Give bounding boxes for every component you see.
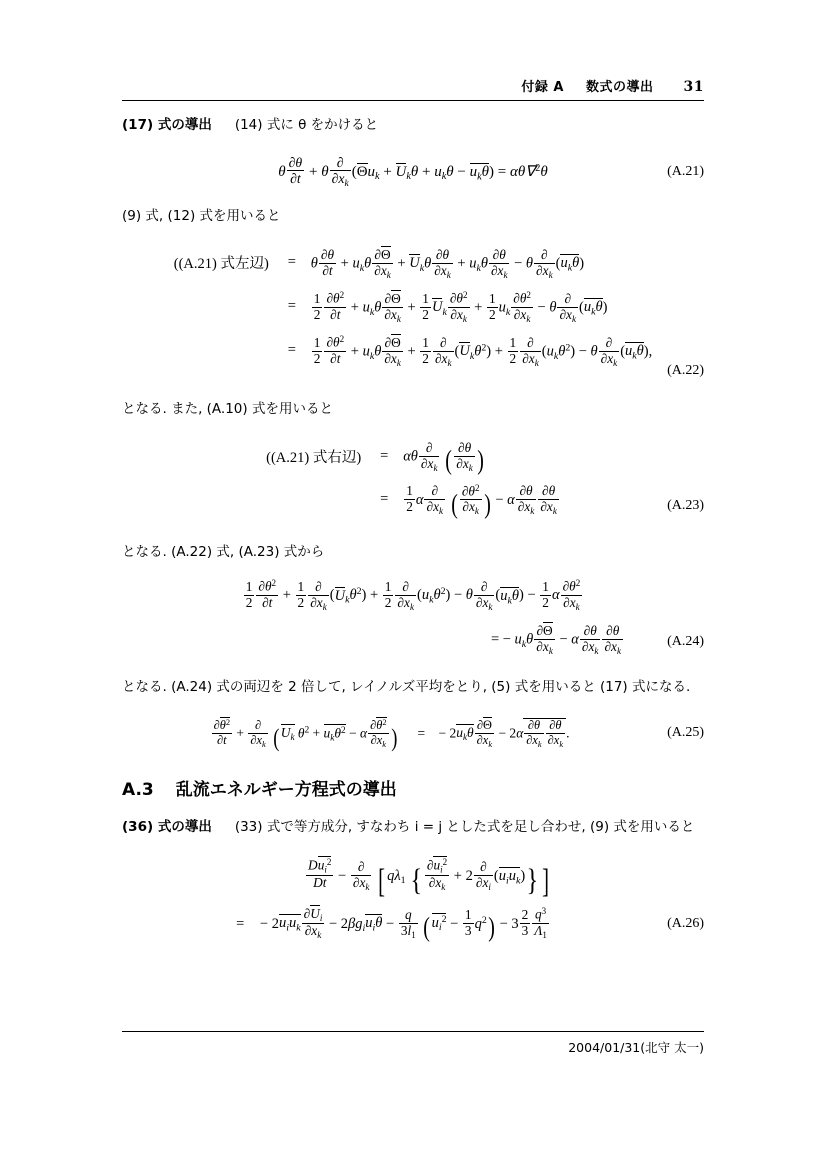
paragraph-double-both-sides: となる. (A.24) 式の両辺を 2 倍して, レイノルズ平均をとり, (5) 式を用いると (17) 式になる. — [122, 679, 691, 696]
equation-A21-expr: θ $\frac{\partial\theta}{\partial t}$ + θ $\frac{\partial}{\partial x_k}$ $(\Theta u_k + U_k\theta + u_k\theta - u_k\theta) = \alpha\theta\nabla^2\theta$ — [278, 154, 548, 190]
equation-A23-eq2: = — [380, 491, 389, 508]
eq36-text: (33) 式で等方成分, すなわち i = j とした式を足し合わせ, (9) 式を用いると — [234, 819, 695, 836]
section-number: A.3 — [122, 780, 154, 801]
equation-A24 — [122, 578, 704, 656]
equation-A22-align — [172, 241, 655, 373]
equation-A25-number: (A.25) — [667, 725, 704, 741]
paragraph-from-A22-A23: となる. (A.22) 式, (A.23) 式から — [122, 543, 325, 560]
paragraph-eq17-derivation — [122, 115, 704, 137]
equation-A23-align — [264, 436, 562, 522]
section-title: 乱流エネルギー方程式の導出 — [175, 780, 397, 801]
equation-A26-number: (A.26) — [667, 915, 704, 931]
header-chapter: 付録 A — [521, 80, 564, 95]
equation-A22-eq1: = — [287, 254, 296, 271]
footer — [122, 1038, 704, 1056]
equation-A22-blank1 — [172, 285, 277, 329]
page-number: 31 — [683, 79, 704, 95]
paragraph-use-A10: となる. また, (A.10) 式を用いると — [122, 400, 333, 417]
paragraph-eq36-derivation — [122, 816, 704, 840]
eq17-label: (17) 式の導出 — [122, 117, 212, 133]
equation-A25 — [122, 717, 704, 752]
equation-A22-lhs-label: ((A.21) 式左辺) — [173, 256, 269, 273]
equation-A26-line2: = − $2u_iu_k$ $\frac{\partial U_i}{\partial x_k}$ − $2\beta g_iu_i\theta$ − $\frac{q}{3l_1}$ ($u_i^2$ − $\frac{1}{3}$ $q^2) - 3$ $\frac{2}{3}$ $\frac{q^3}{\Lambda_1}$ — [236, 905, 547, 943]
equation-A26 — [122, 856, 704, 943]
equation-A22 — [122, 241, 704, 378]
header-chapter-title: 数式の導出 — [586, 80, 654, 95]
header-rule — [122, 100, 704, 101]
equation-A23-number: (A.23) — [667, 497, 704, 513]
equation-A22-number: (A.22) — [667, 362, 704, 378]
equation-A23-line1: αθ $\frac{\partial}{\partial x_k}$ ( $\frac{\partial\theta}{\partial x_k}$ ) — [403, 439, 484, 476]
equation-A21 — [122, 155, 704, 190]
equation-A24-line2: = − $u_k\theta$ $\frac{\partial\Theta}{\partial x_k}$ − α $\frac{\partial\theta}{\partial x_k}$ $\frac{\partial\theta}{\partial x_k}$ — [490, 623, 621, 656]
equation-A22-line3: $\frac{1}{2}$ $\frac{\partial\theta^2}{\partial t}$ + $u_k\theta$ $\frac{\partial\Theta}{\partial x_k}$ + $\frac{1}{2}$ $\frac{\partial}{\partial x_k}$ $(U_k\theta^2)$ + $\frac{1}{2}$ $\frac{\partial}{\partial x_k}$ $(u_k\theta^2) - \theta$ $\frac{\partial}{\partial x_k}$ $(u_k\theta)$, — [313, 334, 653, 368]
running-header — [122, 76, 704, 95]
equation-A24-line1: $\frac{1}{2}$ $\frac{\partial\theta^2}{\partial t}$ + $\frac{1}{2}$ $\frac{\partial}{\partial x_k}$ $(U_k\theta^2)$ + $\frac{1}{2}$ $\frac{\partial}{\partial x_k}$ $(u_k\theta^2) - \theta$ $\frac{\partial}{\partial x_k}$ $(u_k\theta)$ − $\frac{1}{2}$ α $\frac{\partial\theta^2}{\partial x_k}$ — [245, 578, 581, 612]
equation-A22-line2: $\frac{1}{2}$ $\frac{\partial\theta^2}{\partial t}$ + $u_k\theta$ $\frac{\partial\Theta}{\partial x_k}$ + $\frac{1}{2}$ $U_k$ $\frac{\partial\theta^2}{\partial x_k}$ + $\frac{1}{2}$ $u_k$ $\frac{\partial\theta^2}{\partial x_k}$ − θ $\frac{\partial}{\partial x_k}$ $(u_k\theta)$ — [313, 290, 608, 324]
eq17-text: (14) 式に θ をかけると — [234, 117, 379, 133]
equation-A22-eq2: = — [287, 298, 296, 315]
equation-A22-line1: θ $\frac{\partial\theta}{\partial t}$ + $u_k\theta$ $\frac{\partial\Theta}{\partial x_k}$ + $U_k\theta$ $\frac{\partial\theta}{\partial x_k}$ + $u_k\theta$ $\frac{\partial\theta}{\partial x_k}$ − θ $\frac{\partial}{\partial x_k}$ $(u_k\theta)$ — [310, 246, 585, 280]
equation-A23-line2: $\frac{1}{2}$ α $\frac{\partial}{\partial x_k}$ ( $\frac{\partial\theta^2}{\partial x_k}$ ) − α $\frac{\partial\theta}{\partial x_k}$ $\frac{\partial\theta}{\partial x_k}$ — [406, 482, 557, 519]
equation-A24-number: (A.24) — [667, 634, 704, 650]
equation-A21-number: (A.21) — [667, 164, 704, 180]
equation-A23-eq1: = — [380, 448, 389, 465]
equation-A25-expr: $\frac{\partial\theta^2}{\partial t}$ + $\frac{\partial}{\partial x_k}$ ($U_k$ $\theta^2 + u_k\theta^2 - \alpha$ $\frac{\partial\theta^2}{\partial x_k}$ ) = − $2u_k\theta$ $\frac{\partial\Theta}{\partial x_k}$ − 2α $\frac{\partial\theta}{\partial x_k}$ $\frac{\partial\theta}{\partial x_k}$ . — [213, 717, 570, 752]
equation-A22-blank2 — [172, 329, 277, 373]
paragraph-use-eq9-12: (9) 式, (12) 式を用いると — [122, 207, 281, 224]
equation-A23-blank — [264, 478, 369, 522]
footer-text: 2004/01/31(北守 太一) — [568, 1040, 704, 1055]
eq36-label: (36) 式の導出 — [122, 819, 212, 836]
equation-A23 — [122, 436, 704, 522]
equation-A26-line1: $\frac{Du_i^2}{Dt}$ − $\frac{\partial}{\partial x_k}$ [ $q\lambda_1$ { $\frac{\partial u_i^2}{\partial x_k}$ + 2 $\frac{\partial}{\partial x_i}$ $(u_iu_k)$} ] — [308, 857, 549, 901]
footer-rule — [122, 1031, 704, 1032]
section-heading-A3 — [122, 775, 704, 800]
equation-A22-eq3: = — [287, 342, 296, 359]
page-content — [122, 76, 704, 943]
equation-A23-lhs-label: ((A.21) 式右辺) — [266, 450, 362, 467]
